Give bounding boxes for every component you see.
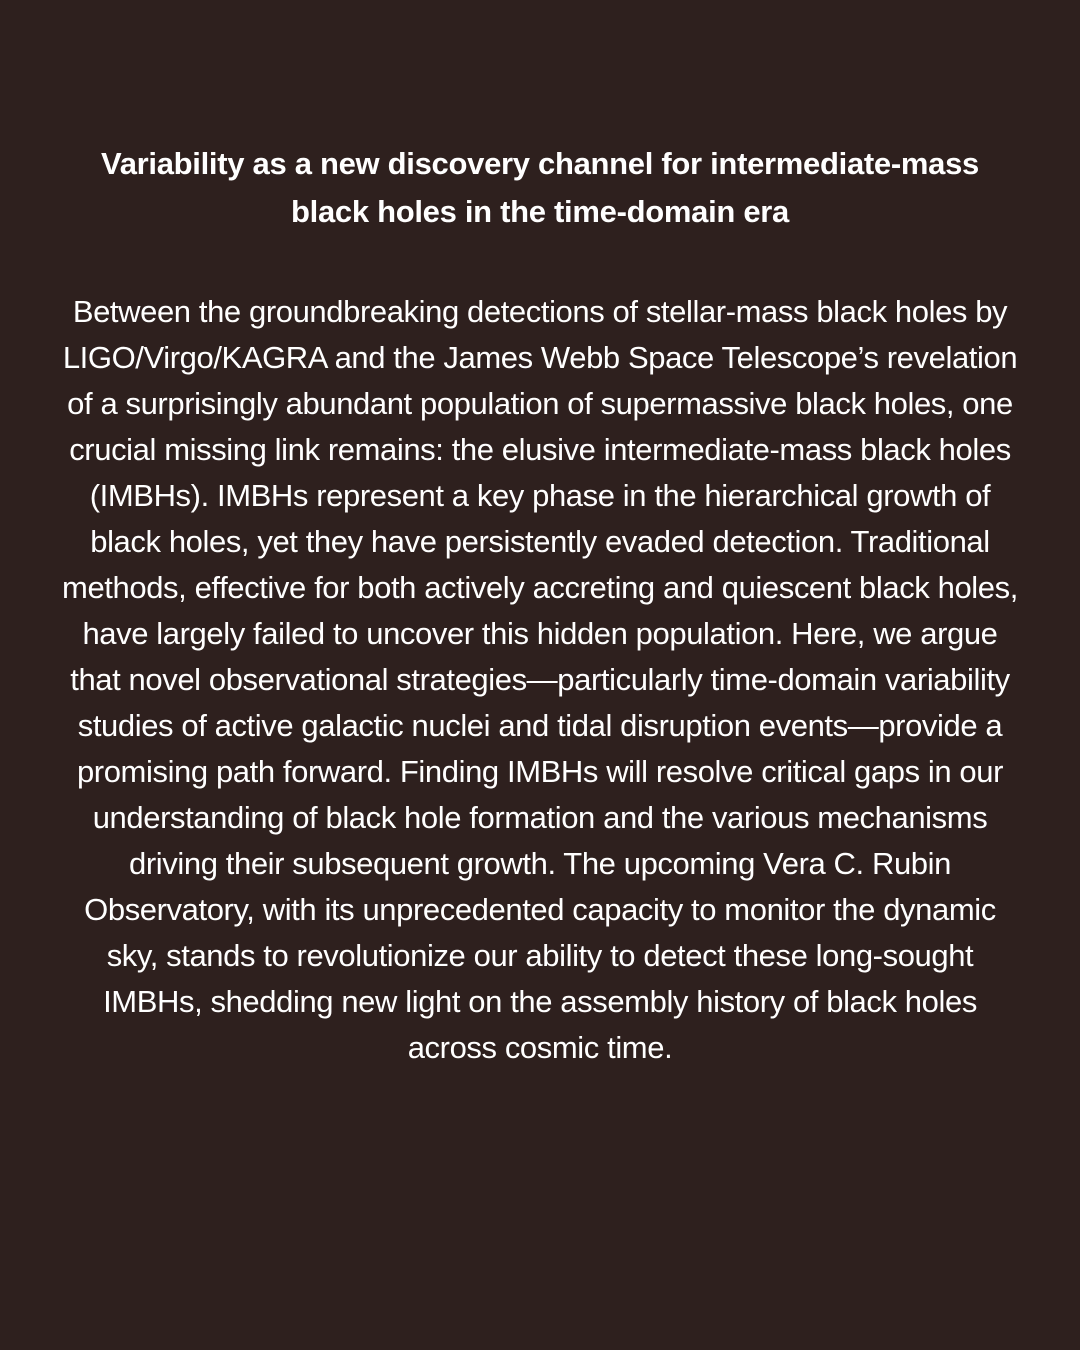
paper-abstract: Between the groundbreaking detections of stellar-mass black holes by LIGO/Virgo/KAGRA and the James Webb Space Telescope’s revelation of a surprisingly abundant population of supermassive black holes, one crucial missing link remains: the elusive intermediate-mass black holes (IMBHs). IMBHs represent a key phase in the hierarchical growth of black holes, yet they have persistently evaded detection. Traditional methods, effective for both actively accreting and quiescent black holes, have largely failed to uncover this hidden population. Here, we argue that novel observational strategies—particularly time-domain variability studies of active galactic nuclei and tidal disruption events—provide a promising path forward. Finding IMBHs will resolve critical gaps in our understanding of black hole formation and the various mechanisms driving their subsequent growth. The upcoming Vera C. Rubin Observatory, with its unprecedented capacity to monitor the dynamic sky, stands to revolutionize our ability to detect these long-sought IMBHs, shedding new light on the assembly history of black holes across cosmic time. [62,294,1018,1065]
paper-title: Variability as a new discovery channel for intermediate-mass black holes in the time-domain era [101,146,979,229]
paper-card [60,0,1020,1350]
